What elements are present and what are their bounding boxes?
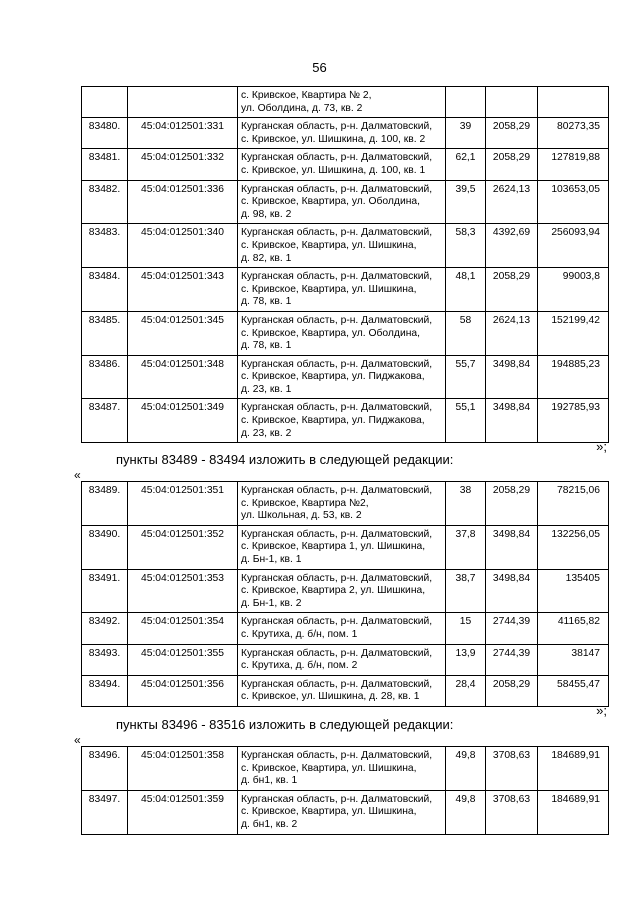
cadastral-number-cell: 45:04:012501:331 bbox=[128, 118, 238, 149]
row-number-cell: 83489. bbox=[82, 482, 128, 526]
rate-cell: 4392,69 bbox=[486, 224, 538, 268]
table-row bbox=[82, 399, 609, 443]
row-number-cell: 83484. bbox=[82, 268, 128, 312]
area-cell: 49,8 bbox=[446, 790, 486, 834]
cadastral-value-cell: 194885,23 bbox=[538, 355, 609, 399]
address-cell: Курганская область, р-н. Далматовский, с. Крутиха, д. б/н, пом. 1 bbox=[238, 613, 446, 644]
address-cell: с. Кривское, Квартира № 2, ул. Оболдина, д. 73, кв. 2 bbox=[238, 87, 446, 118]
area-cell: 39 bbox=[446, 118, 486, 149]
cadastral-value-cell: 127819,88 bbox=[538, 149, 609, 180]
cadastral-number-cell: 45:04:012501:355 bbox=[128, 644, 238, 675]
address-cell: Курганская область, р-н. Далматовский, с. Кривское, ул. Шишкина, д. 28, кв. 1 bbox=[238, 675, 446, 706]
cadastral-number-cell: 45:04:012501:349 bbox=[128, 399, 238, 443]
area-cell: 39,5 bbox=[446, 180, 486, 224]
area-cell: 58 bbox=[446, 311, 486, 355]
address-cell: Курганская область, р-н. Далматовский, с. Кривское, ул. Шишкина, д. 100, кв. 2 bbox=[238, 118, 446, 149]
cadastral-number-cell: 45:04:012501:356 bbox=[128, 675, 238, 706]
registry-table-2 bbox=[81, 481, 609, 707]
cadastral-value-cell: 99003,8 bbox=[538, 268, 609, 312]
row-number-cell: 83491. bbox=[82, 569, 128, 613]
cadastral-number-cell: 45:04:012501:358 bbox=[128, 747, 238, 791]
address-cell: Курганская область, р-н. Далматовский, с. Кривское, Квартира, ул. Пиджакова, д. 23, кв. 1 bbox=[238, 355, 446, 399]
table-row bbox=[82, 747, 609, 791]
cadastral-number-cell bbox=[128, 87, 238, 118]
area-cell: 62,1 bbox=[446, 149, 486, 180]
area-cell: 55,7 bbox=[446, 355, 486, 399]
registry-table-3 bbox=[81, 746, 609, 835]
cadastral-number-cell: 45:04:012501:353 bbox=[128, 569, 238, 613]
rate-cell: 2744,39 bbox=[486, 613, 538, 644]
rate-cell: 2058,29 bbox=[486, 149, 538, 180]
rate-cell bbox=[486, 87, 538, 118]
area-cell: 38,7 bbox=[446, 569, 486, 613]
area-cell: 58,3 bbox=[446, 224, 486, 268]
table-row bbox=[82, 613, 609, 644]
rate-cell: 3498,84 bbox=[486, 569, 538, 613]
row-number-cell: 83490. bbox=[82, 525, 128, 569]
area-cell: 28,4 bbox=[446, 675, 486, 706]
closing-quote-1: »; bbox=[596, 439, 607, 454]
address-cell: Курганская область, р-н. Далматовский, с. Кривское, Квартира, ул. Шишкина, д. бн1, кв. 1 bbox=[238, 747, 446, 791]
registry-table-1 bbox=[81, 86, 609, 443]
row-number-cell: 83492. bbox=[82, 613, 128, 644]
cadastral-value-cell: 192785,93 bbox=[538, 399, 609, 443]
cadastral-value-cell: 80273,35 bbox=[538, 118, 609, 149]
amendment-instruction-2: пункты 83496 - 83516 изложить в следующей редакции: bbox=[116, 717, 454, 732]
area-cell: 48,1 bbox=[446, 268, 486, 312]
amendment-instruction-1: пункты 83489 - 83494 изложить в следующей редакции: bbox=[116, 452, 454, 467]
cadastral-number-cell: 45:04:012501:340 bbox=[128, 224, 238, 268]
address-cell: Курганская область, р-н. Далматовский, с. Кривское, Квартира, ул. Шишкина, д. бн1, кв. 2 bbox=[238, 790, 446, 834]
cadastral-number-cell: 45:04:012501:343 bbox=[128, 268, 238, 312]
cadastral-value-cell: 38147 bbox=[538, 644, 609, 675]
cadastral-value-cell: 152199,42 bbox=[538, 311, 609, 355]
cadastral-number-cell: 45:04:012501:359 bbox=[128, 790, 238, 834]
rate-cell: 2624,13 bbox=[486, 180, 538, 224]
opening-quote-2: « bbox=[74, 733, 81, 747]
row-number-cell: 83480. bbox=[82, 118, 128, 149]
table-row bbox=[82, 644, 609, 675]
cadastral-value-cell: 135405 bbox=[538, 569, 609, 613]
row-number-cell: 83481. bbox=[82, 149, 128, 180]
cadastral-value-cell: 132256,05 bbox=[538, 525, 609, 569]
closing-quote-2: »; bbox=[596, 703, 607, 718]
table-row bbox=[82, 180, 609, 224]
cadastral-value-cell: 58455,47 bbox=[538, 675, 609, 706]
cadastral-number-cell: 45:04:012501:354 bbox=[128, 613, 238, 644]
rate-cell: 2058,29 bbox=[486, 268, 538, 312]
address-cell: Курганская область, р-н. Далматовский, с. Кривское, Квартира, ул. Шишкина, д. 82, кв. 1 bbox=[238, 224, 446, 268]
address-cell: Курганская область, р-н. Далматовский, с. Кривское, Квартира, ул. Оболдина, д. 98, кв. 2 bbox=[238, 180, 446, 224]
cadastral-number-cell: 45:04:012501:348 bbox=[128, 355, 238, 399]
table-row bbox=[82, 675, 609, 706]
rate-cell: 3498,84 bbox=[486, 525, 538, 569]
row-number-cell: 83482. bbox=[82, 180, 128, 224]
row-number-cell: 83486. bbox=[82, 355, 128, 399]
rate-cell: 2058,29 bbox=[486, 118, 538, 149]
area-cell: 13,9 bbox=[446, 644, 486, 675]
area-cell: 49,8 bbox=[446, 747, 486, 791]
cadastral-number-cell: 45:04:012501:336 bbox=[128, 180, 238, 224]
table-row bbox=[82, 87, 609, 118]
row-number-cell bbox=[82, 87, 128, 118]
area-cell: 37,8 bbox=[446, 525, 486, 569]
address-cell: Курганская область, р-н. Далматовский, с. Крутиха, д. б/н, пом. 2 bbox=[238, 644, 446, 675]
cadastral-value-cell: 103653,05 bbox=[538, 180, 609, 224]
cadastral-number-cell: 45:04:012501:351 bbox=[128, 482, 238, 526]
row-number-cell: 83485. bbox=[82, 311, 128, 355]
cadastral-number-cell: 45:04:012501:345 bbox=[128, 311, 238, 355]
cadastral-value-cell: 184689,91 bbox=[538, 747, 609, 791]
rate-cell: 2058,29 bbox=[486, 675, 538, 706]
table-row bbox=[82, 355, 609, 399]
cadastral-value-cell bbox=[538, 87, 609, 118]
cadastral-value-cell: 256093,94 bbox=[538, 224, 609, 268]
page-number: 56 bbox=[312, 60, 327, 75]
address-cell: Курганская область, р-н. Далматовский, с. Кривское, Квартира, ул. Пиджакова, д. 23, кв. 2 bbox=[238, 399, 446, 443]
address-cell: Курганская область, р-н. Далматовский, с. Кривское, Квартира 1, ул. Шишкина, д. Бн-1, кв. 1 bbox=[238, 525, 446, 569]
table-row bbox=[82, 482, 609, 526]
address-cell: Курганская область, р-н. Далматовский, с. Кривское, Квартира, ул. Оболдина, д. 78, кв. 1 bbox=[238, 311, 446, 355]
rate-cell: 3498,84 bbox=[486, 399, 538, 443]
table-row bbox=[82, 525, 609, 569]
area-cell bbox=[446, 87, 486, 118]
address-cell: Курганская область, р-н. Далматовский, с. Кривское, Квартира, ул. Шишкина, д. 78, кв. 1 bbox=[238, 268, 446, 312]
table-row bbox=[82, 790, 609, 834]
area-cell: 38 bbox=[446, 482, 486, 526]
rate-cell: 3498,84 bbox=[486, 355, 538, 399]
cadastral-value-cell: 184689,91 bbox=[538, 790, 609, 834]
row-number-cell: 83487. bbox=[82, 399, 128, 443]
address-cell: Курганская область, р-н. Далматовский, с. Кривское, Квартира 2, ул. Шишкина, д. Бн-1, кв. 2 bbox=[238, 569, 446, 613]
rate-cell: 3708,63 bbox=[486, 790, 538, 834]
table-row bbox=[82, 268, 609, 312]
area-cell: 15 bbox=[446, 613, 486, 644]
rate-cell: 3708,63 bbox=[486, 747, 538, 791]
cadastral-number-cell: 45:04:012501:332 bbox=[128, 149, 238, 180]
rate-cell: 2744,39 bbox=[486, 644, 538, 675]
rate-cell: 2624,13 bbox=[486, 311, 538, 355]
cadastral-number-cell: 45:04:012501:352 bbox=[128, 525, 238, 569]
address-cell: Курганская область, р-н. Далматовский, с. Кривское, ул. Шишкина, д. 100, кв. 1 bbox=[238, 149, 446, 180]
rate-cell: 2058,29 bbox=[486, 482, 538, 526]
table-row bbox=[82, 569, 609, 613]
row-number-cell: 83497. bbox=[82, 790, 128, 834]
table-row bbox=[82, 224, 609, 268]
cadastral-value-cell: 78215,06 bbox=[538, 482, 609, 526]
row-number-cell: 83496. bbox=[82, 747, 128, 791]
table-row bbox=[82, 118, 609, 149]
table-row bbox=[82, 311, 609, 355]
address-cell: Курганская область, р-н. Далматовский, с. Кривское, Квартира №2, ул. Школьная, д. 53, кв. 2 bbox=[238, 482, 446, 526]
table-row bbox=[82, 149, 609, 180]
opening-quote-1: « bbox=[74, 468, 81, 482]
cadastral-value-cell: 41165,82 bbox=[538, 613, 609, 644]
row-number-cell: 83494. bbox=[82, 675, 128, 706]
row-number-cell: 83493. bbox=[82, 644, 128, 675]
area-cell: 55,1 bbox=[446, 399, 486, 443]
row-number-cell: 83483. bbox=[82, 224, 128, 268]
